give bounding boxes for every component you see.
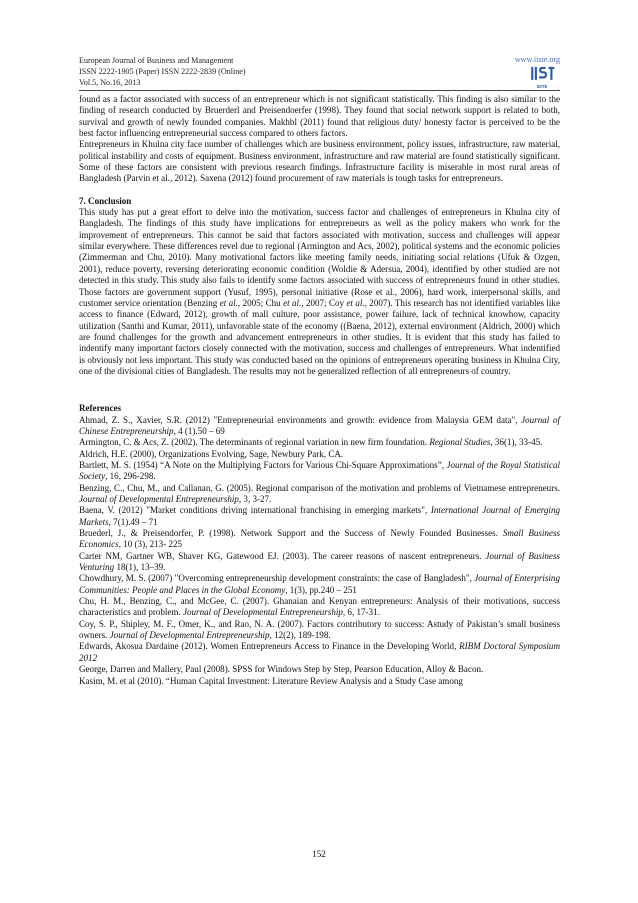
reference-item: Chu, H. M., Benzing, C., and McGee, C. (2007). Ghanaian and Kenyan entrepreneurs: Analysis of their motivations, success characteristics and problem. Journal of Developmental Entrepreneurship, 6, 17-31. — [79, 596, 560, 618]
reference-item: Aldrich, H.E. (2000), Organizations Evolving, Sage, Newbury Park, CA. — [79, 448, 344, 459]
page-number: 152 — [312, 849, 326, 859]
paragraph: found as a factor associated with success of an entrepreneur which is not significant statistically. This finding is also similar to the finding of research conducted by Bruerderl and Preisendoerfer (1998). They found that social network support is related to both, survival and growth of newly founded companies. Makhbl (2011) found that religious duty/ honesty factor is perceived to be the best factor influencing entrepreneurial success compared to others factors. — [79, 94, 560, 139]
reference-item: Benzing, C., Chu, M., and Callanan, G. (2005). Regional comparison of the motivation and problems of Vietnamese entrepreneurs. Journal of Developmental Entrepreneurship, 3, 3-27. — [79, 482, 560, 504]
reference-item: Kasim, M. et al (2010). “Human Capital Investment: Literature Review Analysis and a Study Case among — [79, 675, 463, 686]
reference-item: Edwards, Akosua Dardaine (2012). Women Entrepreneurs Access to Finance in the Developing World, RIBM Doctoral Symposium 2012 — [79, 641, 560, 663]
conclusion-paragraph: This study has put a great effort to delve into the motivation, success factor and challenges of entrepreneurs in Khulna city of Bangladesh. The findings of this study have implications for entrepreneurs as well as the policy makers who work for the improvement of entrepreneurs. This cannot be said that factors associated with motivation, success and challenges will appear similar everywhere. These differences revel due to regional (Armington and Acs, 2002), political systems and the economic policies (Zimmerman and Chu, 2010). Many motivational factors like meeting family needs, initiating social relations (Ufuk & Ozgen, 2001), reduce poverty, reversing deteriorating economic condition (Woldie & Adersua, 2004), identified by other studied are not detected in this study. This study also fails to identify some factors associated with success of entrepreneurs found in other studies. Those factors are government support (Yusuf, 1995), personal initiative (Rose et al., 2006), hard work, interpersonal skills, and customer service orientation (Benzing et al., 2005; Chu et al., 2007; Coy et al., 2007). This research has not identified variables like access to finance (Edward, 2012), growth of mall culture, poor assistance, power failure, lack of technical knowhow, capacity utilization (Santhi and Kumar, 2011), unfavorable state of the economy ((Baena, 2012), external environment (Aldrich, 2000) which are found challenges for the growth and advancement entrepreneurs in other studies. It is evident that this study has failed to indentify many important factors closely connected with the motivation, success and challenges of entrepreneurs. What indentified is obviously not less important. This study was conducted based on the opinions of entrepreneurs operating business in Khulna City, one of the divisional cities of Bangladesh. The results may not be generalized reflection of all entrepreneurs of country. — [79, 207, 560, 376]
volume-line: Vol.5, No.16, 2013 — [79, 78, 141, 87]
logo-text: IISTE — [536, 83, 548, 89]
iiste-logo — [524, 64, 560, 90]
journal-title: European Journal of Business and Management — [79, 56, 234, 65]
reference-item: Baena, V. (2012) "Market conditions driving international franchising in emerging markets", International Journal of Emerging Markets, 7(1).49 – 71 — [79, 505, 560, 527]
reference-item: Chowdhury, M. S. (2007) "Overcoming entrepreneurship development constraints: the case of Bangladesh", Journal of Enterprising Communities: People and Places in the Global Economy, 1(3), pp.240 – 251 — [79, 573, 560, 595]
journal-url-link[interactable]: www.iiste.org — [514, 55, 560, 64]
reference-item: Armington, C. & Acs, Z. (2002). The determinants of regional variation in new firm foundation. Regional Studies, 36(1), 33-45. — [79, 437, 543, 448]
issn-line: ISSN 2222-1905 (Paper) ISSN 2222-2839 (Online) — [79, 67, 246, 76]
header-rule — [79, 90, 560, 91]
reference-item: Coy, S. P., Shipley, M. F., Omer, K., and Rao, N. A. (2007). Factors contributory to success: Astudy of Pakistan’s small business owners. Journal of Developmental Entrepreneurship, 12(2), 189-198. — [79, 618, 560, 641]
section-heading-references: References — [79, 403, 122, 414]
paragraph: Entrepreneurs in Khulna city face number of challenges which are business environment, policy issues, infrastructure, raw material, political instability and costs of equipment. Business environment, infrastructure and raw material are found statistically significant. Some of these factors are consistent with previous research findings. Infrastructure facility is miserable in most rural areas of Bangladesh (Parvin et al., 2012). Saxena (2012) found procurement of raw materials is tough tasks for entrepreneurs. — [79, 139, 560, 184]
reference-item: Bruederl, J., & Preisendorfer, P. (1998). Network Support and the Success of Newly Founded Businesses. Small Business Economics, 10 (3), 213- 225 — [79, 528, 560, 550]
reference-item: George, Darren and Mallery, Paul (2008). SPSS for Windows Step by Step, Pearson Education, Alloy & Bacon. — [79, 664, 484, 675]
reference-item: Bartlett, M. S. (1954) “A Note on the Multiplying Factors for Various Chi-Square Approximations”, Journal of the Royal Statistical Society, 16, 296-298. — [79, 459, 560, 482]
reference-item: Carter NM, Gartner WB, Shaver KG, Gatewood EJ. (2003). The career reasons of nascent entrepreneurs. Journal of Business Venturing 18(1), 13–39. — [79, 550, 560, 573]
reference-list — [79, 415, 560, 687]
section-heading-conclusion: 7. Conclusion — [79, 195, 132, 206]
page-body — [79, 94, 560, 687]
reference-item: Ahmad, Z. S., Xavier, S.R. (2012) "Entrepreneurial environments and growth: evidence from Malaysia GEM data", Journal of Chinese Entrepreneurship, 4 (1).50 – 69 — [79, 414, 560, 436]
